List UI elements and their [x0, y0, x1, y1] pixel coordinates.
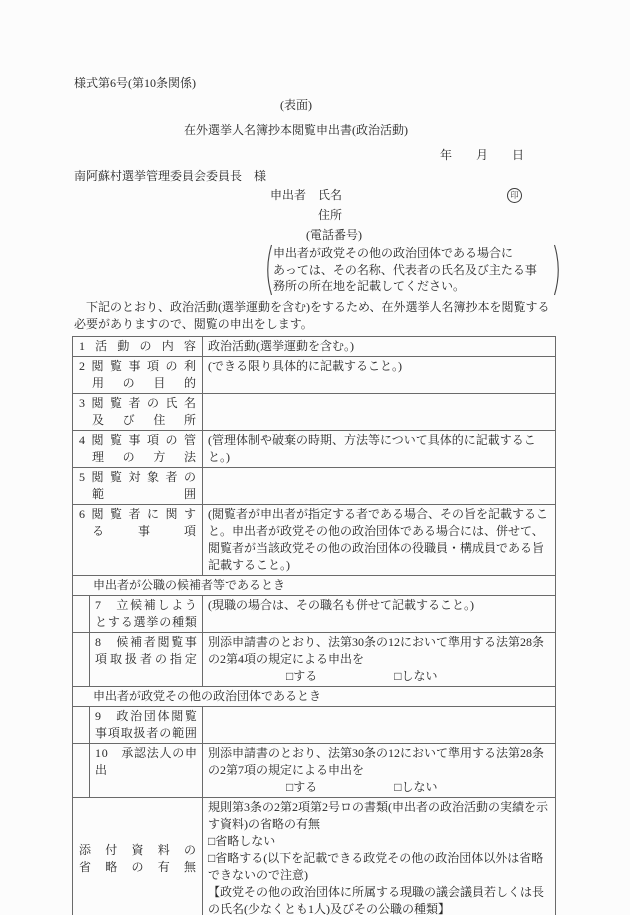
row-value: (管理体制や破棄の時期、方法等について具体的に記載すること。)	[208, 433, 536, 464]
row-label: 4 閲 覧 事 項 の 管	[79, 433, 196, 447]
section-header-candidate	[73, 575, 555, 595]
applicant-block	[270, 187, 522, 244]
table-row-body-handler-range	[73, 706, 555, 743]
applicant-name-label: 申出者 氏名	[270, 188, 343, 202]
table-row-target-range	[73, 467, 555, 504]
checkbox-omit-no[interactable]: □省略しない	[208, 834, 276, 848]
row-label: と す る 選 挙 の 種 類	[95, 615, 197, 629]
table-row-viewer-matters	[73, 504, 555, 575]
checkbox-omit-yes[interactable]: □省略する(以下を記載できる政党その他の政治団体以外は省略できないので注意)	[208, 851, 544, 882]
row-label: 理 の 方 法	[92, 450, 196, 464]
applicant-phone-label: (電話番号)	[306, 228, 362, 242]
row-label: る 事 項	[92, 524, 196, 538]
application-table	[72, 336, 556, 915]
row-value: 別添申請書のとおり、法第30条の12において準用する法第28条の2第4項の規定による申出を	[208, 635, 545, 666]
addressee-line: 南阿蘇村選挙管理委員会委員長 様	[74, 169, 267, 183]
table-row-purpose	[73, 356, 555, 393]
table-row-election-type	[73, 595, 555, 632]
table-row-management	[73, 430, 555, 467]
row-value	[203, 707, 555, 743]
row-label: 項 取 扱 者 の 指 定	[95, 652, 197, 666]
row-label: 範 囲	[92, 487, 196, 501]
row-value: 政治活動(選挙運動を含む。)	[208, 339, 354, 353]
section-header-label: 申出者が公職の候補者等であるとき	[93, 578, 286, 592]
seal-icon: 印	[507, 188, 522, 203]
row-value: (閲覧者が申出者が指定する者である場合、その旨を記載すること。申出者が政党その他の政治団体である場合には、併せて、閲覧者が当該政党その他の政治団体の役職員・構成員である旨記載すること。)	[208, 507, 548, 572]
date-line: 年 月 日	[439, 148, 524, 162]
checkbox-option-do[interactable]: □する	[286, 780, 318, 794]
row-label: 1 0 承 認 法 人 の 申	[95, 746, 197, 760]
row-label: 出	[95, 763, 108, 777]
table-row-approved-corp	[73, 743, 555, 797]
page-title: 在外選挙人名簿抄本閲覧申出書(政治活動)	[184, 123, 408, 137]
indent-cell	[73, 707, 90, 743]
applicant-address-label: 住所	[318, 208, 343, 222]
section-header-political-body	[73, 686, 555, 706]
row-label: 及 び 住 所	[92, 413, 196, 427]
row-value: 規則第3条の2第2項第2号ロの書類(申出者の政治活動の実績を示す資料)の省略の有無	[208, 800, 548, 831]
row-label: 2 閲 覧 事 項 の 利	[79, 359, 196, 373]
checkbox-option-do[interactable]: □する	[286, 669, 318, 683]
row-label: 9 政 治 団 体 閲 覧	[95, 709, 197, 723]
indent-cell	[73, 633, 90, 686]
row-label: 省 略 の 有 無	[79, 859, 196, 874]
row-label: 事 項 取 扱 者 の 範 囲	[95, 726, 197, 740]
bracket-note	[262, 244, 630, 296]
table-row-attachments	[73, 797, 555, 915]
row-value: (できる限り具体的に記載すること。)	[208, 359, 402, 373]
note-line: あっては、その名称、代表者の氏名及び主たる事	[273, 262, 537, 277]
row-label: 6 閲 覧 者 に 関 す	[79, 507, 196, 521]
row-value	[203, 394, 555, 430]
table-row-viewer-name	[73, 393, 555, 430]
row-value: 【政党その他の政治団体に所属する現職の議会議員若しくは長の氏名(少なくとも1人)及びその公職の種類】	[208, 885, 545, 915]
row-label: 5 閲 覧 対 象 者 の	[79, 470, 196, 484]
row-value	[203, 468, 555, 504]
note-line: 務所の所在地を記載してください。	[273, 279, 466, 294]
note-line: 申出者が政党その他の政治団体である場合に	[273, 246, 514, 261]
indent-cell	[73, 596, 90, 632]
table-row-activity	[73, 337, 555, 356]
row-label: 3 閲 覧 者 の 氏 名	[79, 396, 196, 410]
right-bracket-icon	[553, 244, 564, 296]
checkbox-option-dont[interactable]: □しない	[394, 669, 438, 683]
row-label: 8 候 補 者 閲 覧 事	[95, 635, 197, 649]
indent-cell	[73, 744, 90, 797]
row-value: 別添申請書のとおり、法第30条の12において準用する法第28条の2第7項の規定による申出を	[208, 746, 545, 777]
row-label: 1 活 動 の 内 容	[79, 339, 196, 353]
row-label: 添 付 資 料 の	[79, 842, 196, 857]
intro-paragraph: 下記のとおり、政治活動(選挙運動を含む)をするため、在外選挙人名簿抄本を閲覧する必要がありますので、閲覧の申出をします。	[74, 300, 550, 331]
table-row-candidate-handler	[73, 632, 555, 686]
section-header-label: 申出者が政党その他の政治団体であるとき	[93, 689, 322, 703]
row-value: (現職の場合は、その職名も併せて記載すること。)	[208, 598, 474, 612]
row-label: 用 の 目 的	[92, 376, 196, 390]
form-code: 様式第6号(第10条関係)	[74, 76, 196, 90]
checkbox-option-dont[interactable]: □しない	[394, 780, 438, 794]
left-bracket-icon	[262, 244, 273, 296]
row-label: 7 立 候 補 し よ う	[95, 598, 197, 612]
surface-label: (表面)	[280, 98, 312, 112]
